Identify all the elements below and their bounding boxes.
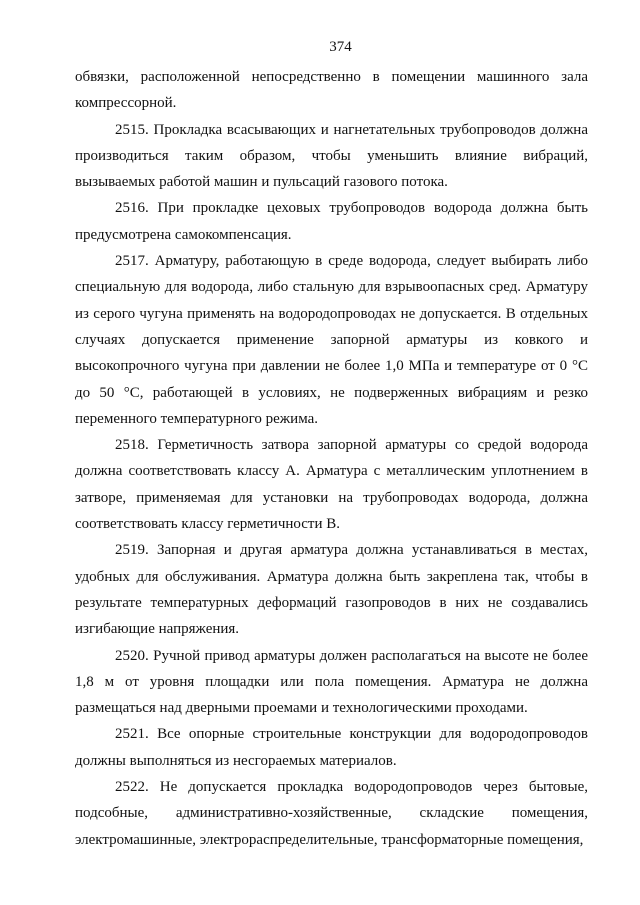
paragraph-2519: 2519. Запорная и другая арматура должна устанавливаться в местах, удобных для обслуживания. Арматура должна быть закреплена так, чтобы в результате температурных деформаций газопроводов в них не создавались изгибающие напряжения. bbox=[75, 542, 588, 638]
paragraph-continuation: обвязки, расположенной непосредственно в помещении машинного зала компрессорной. bbox=[75, 69, 588, 112]
paragraph-2515: 2515. Прокладка всасывающих и нагнетательных трубопроводов должна производиться таким образом, чтобы уменьшить влияние вибраций, вызываемых работой машин и пульсаций газового потока. bbox=[75, 121, 588, 191]
document-body bbox=[75, 64, 588, 853]
page-number: 374 bbox=[329, 39, 352, 55]
paragraph-2521: 2521. Все опорные строительные конструкции для водородопроводов должны выполняться из несгораемых материалов. bbox=[75, 726, 588, 769]
paragraph-2516: 2516. При прокладке цеховых трубопроводов водорода должна быть предусмотрена самокомпенсация. bbox=[75, 200, 588, 243]
paragraph-2518: 2518. Герметичность затвора запорной арматуры со средой водорода должна соответствовать классу А. Арматура с металлическим уплотнением в затворе, применяемая для установки на трубопроводах водорода, должна соответствовать классу герметичности В. bbox=[75, 437, 588, 533]
paragraph-2522: 2522. Не допускается прокладка водородопроводов через бытовые, подсобные, административно-хозяйственные, складские помещения, электромашинные, электрораспределительные, трансформаторные помещения, bbox=[75, 779, 588, 848]
paragraph-2520: 2520. Ручной привод арматуры должен располагаться на высоте не более 1,8 м от уровня площадки или пола помещения. Арматура не должна размещаться над дверными проемами и технологическими проходами. bbox=[75, 647, 588, 717]
paragraph-2517: 2517. Арматуру, работающую в среде водорода, следует выбирать либо специальную для водорода, либо стальную для взрывоопасных сред. Арматуру из серого чугуна применять на водородопроводах не допускается. В отдельных случаях допускается применение запорной арматуры из ковкого и высокопрочного чугуна при давлении не более 1,0 МПа и температуре от 0 °С до 50 °С, работающей в условиях, не подверженных вибрациям и резко переменного температурного режима. bbox=[75, 253, 588, 427]
